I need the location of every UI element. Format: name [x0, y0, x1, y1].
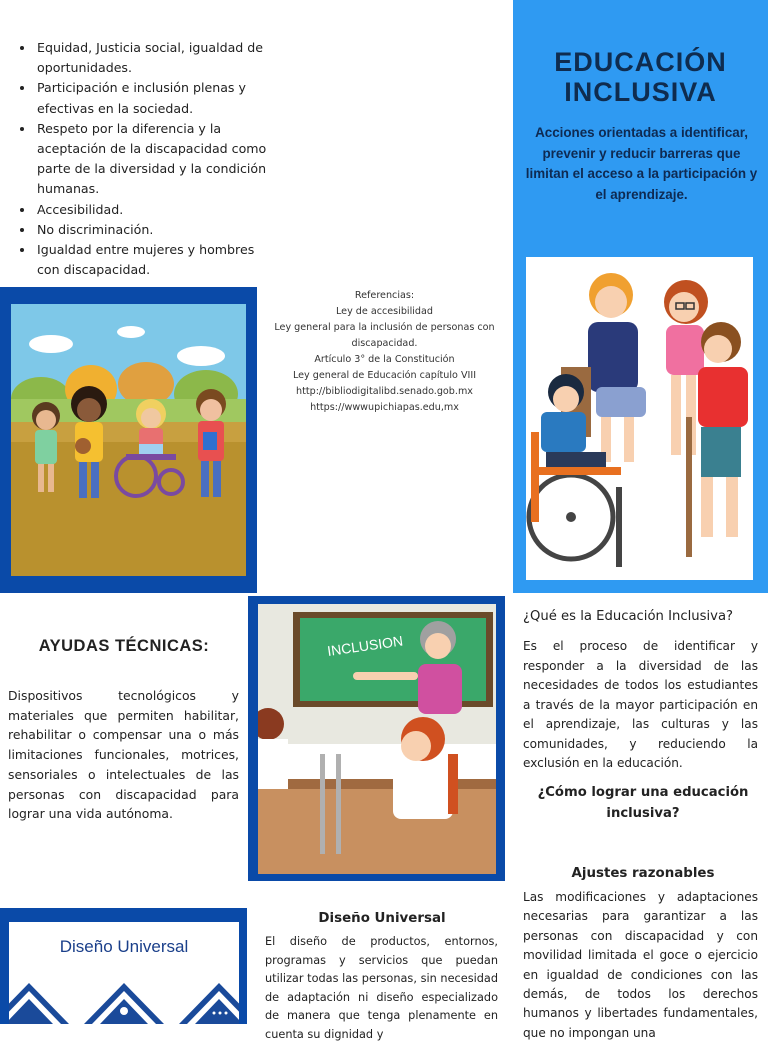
- cover-subtitle: Acciones orientadas a identificar, prevenir y reducir barreras que limitan el acceso a la participación y el aprendizaje.: [525, 125, 758, 202]
- principles-list: [18, 38, 280, 280]
- reference-item: Artículo 3° de la Constitución: [314, 354, 455, 365]
- que-es-question: ¿Qué es la Educación Inclusiva?: [523, 609, 734, 624]
- principle-item: • No discriminación.: [35, 220, 280, 240]
- diseno-universal-title: Diseño Universal: [318, 911, 446, 926]
- cover-title-line2: INCLUSIVA: [564, 77, 717, 107]
- ayudas-tecnicas-body: Dispositivos tecnológicos y materiales que permiten habilitar, rehabilitar o compensar una o más limitaciones funcionales, motrices, sensoriales o intelectuales de las personas con discapacidad para lograr una vida autónoma.: [8, 688, 239, 822]
- reference-link[interactable]: https://wwwupichiapas.edu,mx: [310, 402, 459, 413]
- teacher-students-illustration: [526, 257, 753, 580]
- board-text: INCLUSION: [326, 632, 404, 659]
- ajustes-razonables-title: Ajustes razonables: [571, 866, 715, 881]
- principle-item: • Accesibilidad.: [35, 200, 280, 220]
- reference-item: Ley general para la inclusión de personas con discapacidad.: [274, 322, 495, 349]
- references-heading: Referencias:: [354, 290, 415, 301]
- reference-item: Ley general de Educación capítulo VIII: [292, 370, 477, 381]
- cover-title: [513, 47, 768, 107]
- children-inclusion-illustration: [11, 304, 246, 576]
- classroom-illustration: [258, 604, 496, 874]
- cover-title-line1: EDUCACIÓN: [554, 47, 727, 77]
- accessibility-signs-icon: [9, 975, 239, 1024]
- reference-link[interactable]: http://bibliodigitalibd.senado.gob.mx: [296, 386, 473, 397]
- principle-item: • Participación e inclusión plenas y efectivas en la sociedad.: [35, 78, 280, 118]
- ayudas-tecnicas-title: AYUDAS TÉCNICAS:: [38, 637, 210, 655]
- reference-item: Ley de accesibilidad: [336, 306, 433, 317]
- ajustes-razonables-body: Las modificaciones y adaptaciones necesarias para garantizar a las personas con discapacidad y con movilidad limitada el goce o ejercicio en igualdad de condiciones con las demás, de todos los derechos humanos y libertades fundamentales, que no impongan una: [523, 890, 758, 1040]
- references-block: [272, 288, 497, 416]
- diseno-universal-body: El diseño de productos, entornos, programas y servicios que puedan utilizar todas las personas, sin necesidad de adaptación ni diseño especializado de manera que tenga plenamente en cuenta su dignidad y: [265, 935, 498, 1041]
- diseno-universal-card-title: Diseño Universal: [59, 937, 189, 956]
- principle-item: • Equidad, Justicia social, igualdad de oportunidades.: [35, 38, 280, 78]
- que-es-body: Es el proceso de identificar y responder a la diversidad de las necesidades de todos los estudiantes a través de la mayor participación en el aprendizaje, las culturas y las comunidades, y reduciendo la exclusión en la educación.: [523, 639, 758, 770]
- principle-item: • Igualdad entre mujeres y hombres con discapacidad.: [35, 240, 280, 280]
- principle-item: • Respeto por la diferencia y la aceptación de la discapacidad como parte de la diversidad y la condición humanas.: [35, 119, 280, 200]
- como-lograr-question: ¿Cómo lograr una educación inclusiva?: [537, 785, 749, 821]
